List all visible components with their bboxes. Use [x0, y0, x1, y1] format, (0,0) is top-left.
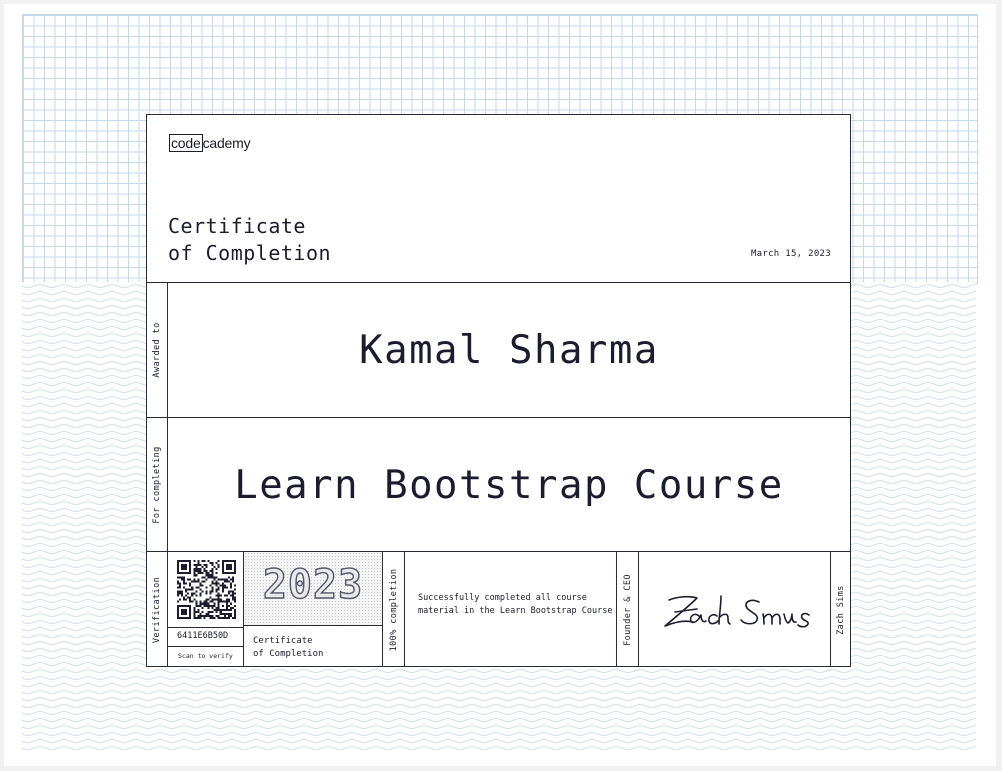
signer-name-cell [831, 552, 850, 667]
role-cell [617, 552, 639, 667]
completing-row [147, 417, 850, 552]
certificate-card [146, 114, 851, 667]
mini-title-line1: Certificate [253, 636, 313, 646]
description-cell [405, 552, 617, 667]
year-box [244, 552, 382, 625]
completing-label-cell [147, 418, 168, 552]
certificate-title-line1: Certificate [168, 214, 306, 238]
recipient-name: Kamal Sharma [359, 327, 659, 373]
verification-label: Verification [152, 576, 162, 643]
signer-name: Zach Sims [835, 584, 846, 635]
certificate-title [168, 213, 331, 267]
issue-date: March 15, 2023 [750, 249, 831, 259]
mini-certificate-title [244, 625, 382, 667]
verification-code: 6411E6B50D [168, 627, 243, 641]
codecademy-logo: code cademy [171, 135, 251, 151]
course-name: Learn Bootstrap Course [234, 462, 784, 508]
completion-cell [383, 552, 405, 667]
verification-label-cell [147, 552, 168, 667]
details-row [147, 551, 850, 667]
awarded-label: Awarded to [152, 322, 162, 378]
signer-role: Founder & CEO [622, 573, 633, 646]
mini-title-line2: of Completion [253, 649, 324, 659]
completion-description: Successfully completed all course material in the Learn Bootstrap Course [418, 593, 613, 616]
year: 2023 [262, 562, 364, 608]
completing-label: For completing [152, 446, 162, 524]
completion-label: 100% completion [388, 568, 399, 651]
year-cell [244, 552, 383, 667]
awarded-row [147, 282, 850, 417]
signature-cell [639, 552, 831, 667]
awarded-label-cell [147, 283, 168, 417]
certificate-title-line2: of Completion [168, 241, 332, 265]
qr-code-icon[interactable] [177, 560, 236, 619]
scan-to-verify: Scan to verify [168, 646, 243, 667]
verification-cell [168, 552, 244, 667]
signature-image [639, 552, 831, 667]
